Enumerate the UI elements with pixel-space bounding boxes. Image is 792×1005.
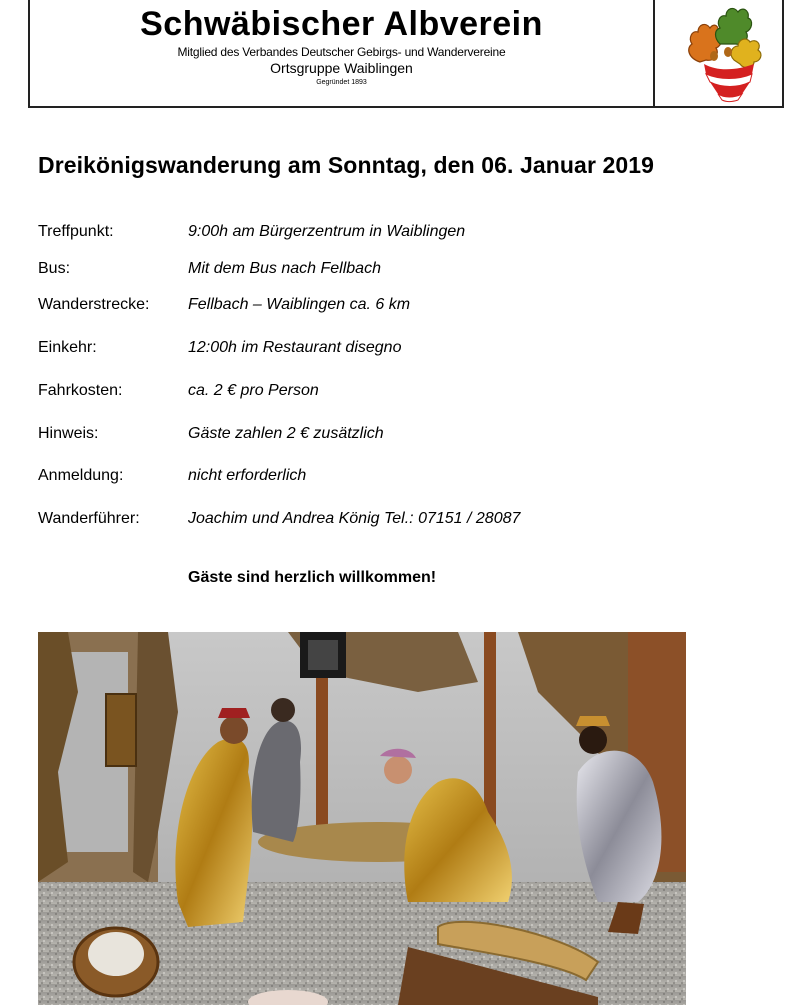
info-value: nicht erforderlich [188,467,307,484]
info-value: Joachim und Andrea König Tel.: 07151 / 28087 [188,510,521,527]
info-value: Gäste zahlen 2 € zusätzlich [188,425,384,442]
nativity-scene-photo [38,632,686,1005]
info-label: Anmeldung: [38,467,124,484]
org-founded: Gegründet 1893 [316,79,367,86]
info-label: Hinweis: [38,425,99,442]
oak-leaves-crest-icon [658,0,782,106]
info-value: Fellbach – Waiblingen ca. 6 km [188,296,411,313]
info-label: Fahrkosten: [38,382,123,399]
info-label: Treffpunkt: [38,223,114,240]
info-label: Bus: [38,260,71,277]
page-title: Dreikönigswanderung am Sonntag, den 06. Januar 2019 [38,152,655,178]
org-name: Schwäbischer Albverein [140,5,543,43]
welcome-text: Gäste sind herzlich willkommen! [188,569,437,586]
info-value: 9:00h am Bürgerzentrum in Waiblingen [188,223,466,240]
header-text [30,0,655,106]
info-value: Mit dem Bus nach Fellbach [188,260,381,277]
org-group: Ortsgruppe Waiblingen [270,60,413,76]
info-label: Wanderstrecke: [38,296,150,313]
header [28,0,784,108]
org-subtitle: Mitglied des Verbandes Deutscher Gebirgs- und Wandervereine [177,45,506,59]
info-value: 12:00h im Restaurant disegno [188,339,402,356]
info-value: ca. 2 € pro Person [188,382,319,399]
info-label: Wanderführer: [38,510,140,527]
info-label: Einkehr: [38,339,97,356]
